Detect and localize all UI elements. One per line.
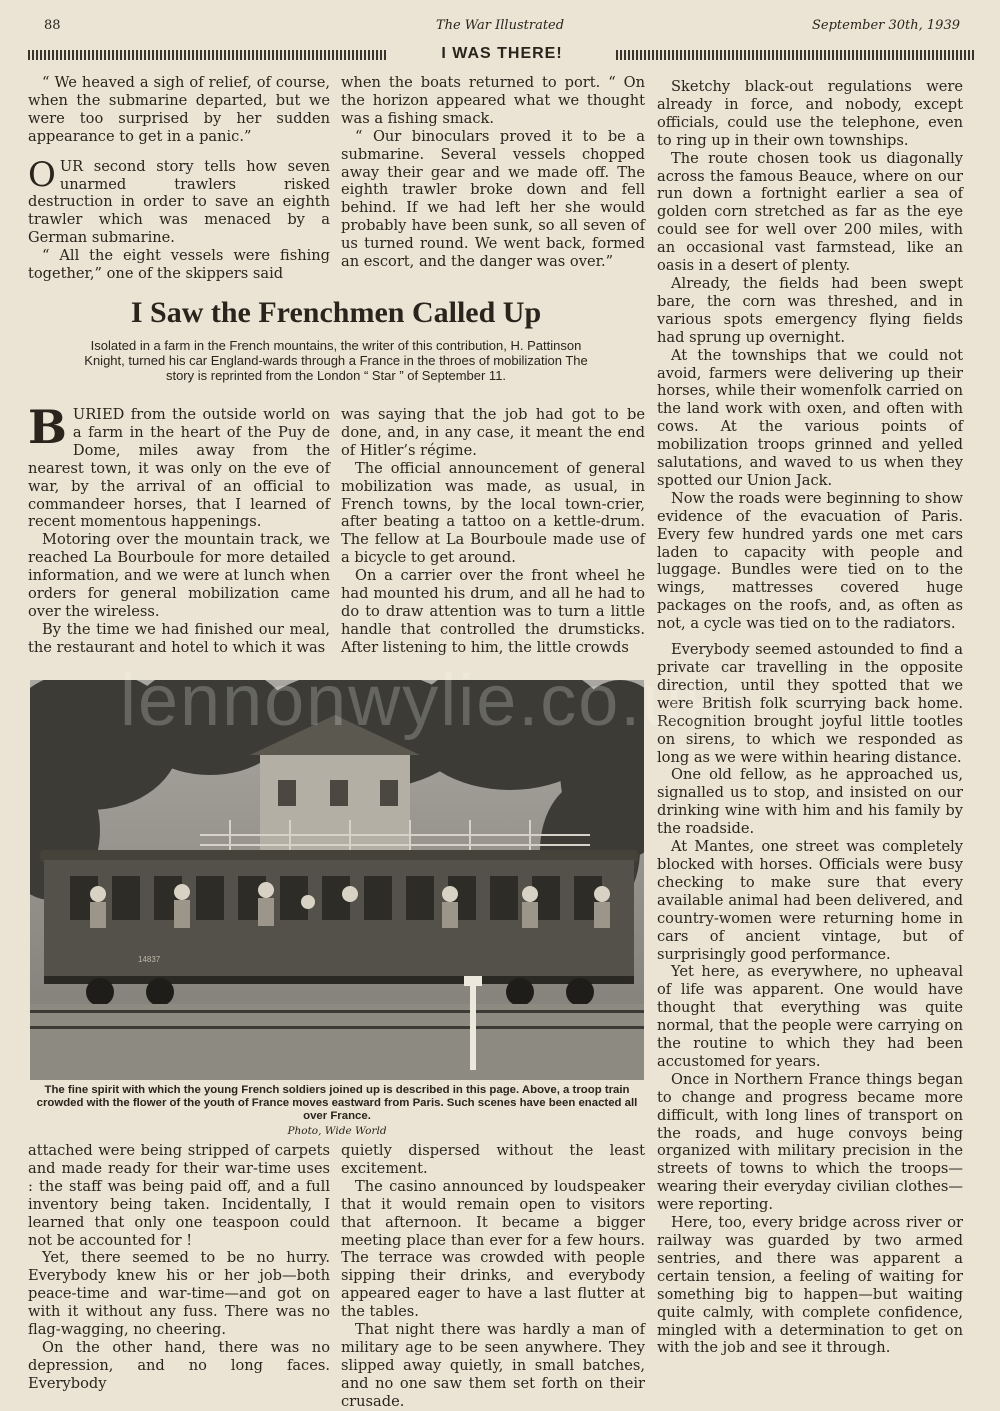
paragraph: That night there was hardly a man of military age to be seen anywhere. They slipped away quietly, in small batches, and no one saw them set forth on their crusade. (341, 1321, 645, 1410)
photo-credit: Photo, Wide World (287, 1125, 387, 1137)
track-ballast (30, 1004, 644, 1080)
paragraph: By the time we had finished our meal, the restaurant and hotel to which it was (28, 620, 330, 656)
article-intro: Isolated in a farm in the French mountains, the writer of this contribution, H. Pattinson Knight, turned his car England-wards through a France in the throes of mobilization The story is reprinted from the London “ Star ” of September 11. (84, 338, 588, 383)
paragraph: Now the roads were beginning to show evidence of the evacuation of Paris. Every few hundred yards one met cars laden to capacity with people and luggage. Bundles were tied on to the wings, mattresses covered huge packages on the roofs, and, as often as not, a cycle was tied on to the radiators. (657, 489, 963, 633)
article-column-2-top (341, 406, 645, 657)
paragraph: Already, the fields had been swept bare, the corn was threshed, and in various spots emergency flying fields had sprung up overnight. (657, 274, 963, 346)
signal-board (464, 976, 482, 986)
paragraph: “ Our binoculars proved it to be a submarine. Several vessels chopped away their gear and we made off. The eighth trawler broke down and fell behind. If we had left her she would probably have been sunk, so all seven of us turned round. We went back, formed an escort, and the danger was over.” (341, 127, 645, 271)
paragraph: Yet here, as everywhere, no upheaval of life was apparent. One would have thought that everything was quite normal, that the people were carrying on the routine to which they had been accustomed for years. (657, 963, 963, 1070)
paragraph: On the other hand, there was no depression, and no long faces. Everybody (28, 1338, 330, 1392)
article-title: I Saw the Frenchmen Called Up (130, 296, 542, 329)
paragraph: quietly dispersed without the least excitement. (341, 1142, 645, 1177)
top-column-1 (28, 74, 330, 283)
paragraph-text: URIED from the outside world on a farm in the heart of the Puy de Dome, miles away from the nearest town, it was only on the eve of war, by the arrival of an official to commandeer horses, that I learned of recent momentous happenings. (28, 406, 330, 531)
article-column-2-bottom (341, 1142, 645, 1411)
rail (30, 1010, 644, 1013)
rail (30, 1026, 644, 1029)
photo-caption: The fine spirit with which the young French soldiers joined up is described in this page. Above, a troop train crowded with the flower of the youth of France moves eastward from Paris. Such scenes have been enacted all over France. (36, 1084, 638, 1122)
drop-cap: B (28, 400, 67, 454)
issue-date: September 30th, 1939 (811, 18, 960, 33)
paragraph: At the townships that we could not avoid, farmers were delivering up their horses, while their womenfolk carried on the land work with oxen, and often with cows. At the various points of mobilization troops grinned and yelled salutations, and waved to us when they spotted our Union Jack. (657, 346, 963, 489)
paragraph: Motoring over the mountain track, we reached La Bourboule for more detailed information, and we were at lunch when orders for general mobilization came over the wireless. (28, 531, 330, 620)
section-band (28, 46, 976, 64)
drop-cap: O (28, 154, 56, 195)
paragraph: On a carrier over the front wheel he had mounted his drum, and all he had to do to draw attention was to turn a little handle that controlled the drumsticks. After listening to him, the little crowds (341, 567, 645, 656)
paragraph: Yet, there seemed to be no hurry. Everybody knew his or her job—both peace-time and war-time—and got on with it without any fuss. There was no flag-wagging, no cheering. (28, 1249, 330, 1339)
paragraph: attached were being stripped of carpets and made ready for their war-time uses : the staff was being paid off, and a full inventory being taken. Incidentally, I learned that only one teaspoon could not be accounted for ! (28, 1142, 330, 1249)
paragraph: “ All the eight vessels were fishing together,” one of the skippers said (28, 247, 330, 283)
paragraph: Everybody seemed astounded to find a private car travelling in the opposite direction, until they spotted that we were British folk scurrying back home. Recognition brought joyful little tootles on sirens, to which we responded as long as we were within hearing distance. (657, 641, 963, 766)
paragraph-text: UR second story tells how seven unarmed trawlers risked destruction in order to save an eighth trawler which was menaced by a German submarine. (28, 157, 330, 247)
paragraph: “ We heaved a sigh of relief, of course, when the submarine departed, but we were too surprised by her sudden appearance to get in a panic.” (28, 74, 330, 145)
paragraph: Once in Northern France things began to change and progress became more difficult, with long lines of transport on the roads, and huge convoys being organized with military precision in the streets of towns to which the troops—wearing their everyday civilian clothes—were reporting. (657, 1070, 963, 1214)
article-column-1-bottom (28, 1142, 330, 1393)
page-number: 88 (44, 18, 61, 33)
paragraph: The casino announced by loudspeaker that it would remain open to visitors that afternoon. It became a bigger meeting place than ever for a few hours. The terrace was crowded with people sipping their drinks, and everybody appeared eager to have a last flutter at the tables. (341, 1177, 645, 1321)
paragraph: The route chosen took us diagonally across the famous Beauce, where on our run down a fortnight earlier a sea of golden corn stretched as far as the eye could see for well over 200 miles, with an occasional vast farmstead, like an oasis in a desert of plenty. (657, 149, 963, 275)
article-column-1-top (28, 400, 330, 657)
paragraph: One old fellow, as he approached us, signalled us to stop, and insisted on our drinking wine with him and his family by the roadside. (657, 766, 963, 838)
paragraph: The official announcement of general mobilization was made, as usual, in French towns, by the local town-crier, after beating a tattoo on a kettle-drum. The fellow at La Bourboule made use of a bicycle to get around. (341, 459, 645, 567)
carriage-number: 14837 (138, 955, 161, 964)
paragraph: Here, too, every bridge across river or railway was guarded by two armed sentries, and there was apparent a certain tension, a feeling of waiting for something big to happen—but waiting quite calmly, with complete confidence, mingled with a determination to get on with the job and see it through. (657, 1214, 963, 1357)
running-header (40, 18, 960, 40)
band-stripes-right (616, 50, 976, 60)
paragraph: was saying that the job had got to be done, and, in any case, it meant the end of Hitler’s régime. (341, 406, 645, 459)
watermark: lennonwylie.co.uk (120, 661, 723, 741)
signal-post (470, 980, 476, 1070)
paragraph-opening (28, 400, 330, 531)
magazine-title: The War Illustrated (435, 18, 565, 33)
paragraph: Sketchy black-out regulations were already in force, and nobody, except officials, could use the telephone, even to ring up in their own townships. (657, 78, 963, 149)
top-column-2 (341, 74, 645, 271)
paragraph: At Mantes, one street was completely blocked with horses. Officials were busy checking to make sure that every available animal had been delivered, and country-women were returning home in cars of ancient vintage, but of surprisingly good performance. (657, 838, 963, 963)
section-title: I WAS THERE! (441, 45, 563, 62)
railway-carriage (40, 850, 638, 1006)
paragraph-second-story (28, 154, 330, 248)
paragraph: when the boats returned to port. “ On the horizon appeared what we thought was a fishing smack. (341, 74, 645, 127)
